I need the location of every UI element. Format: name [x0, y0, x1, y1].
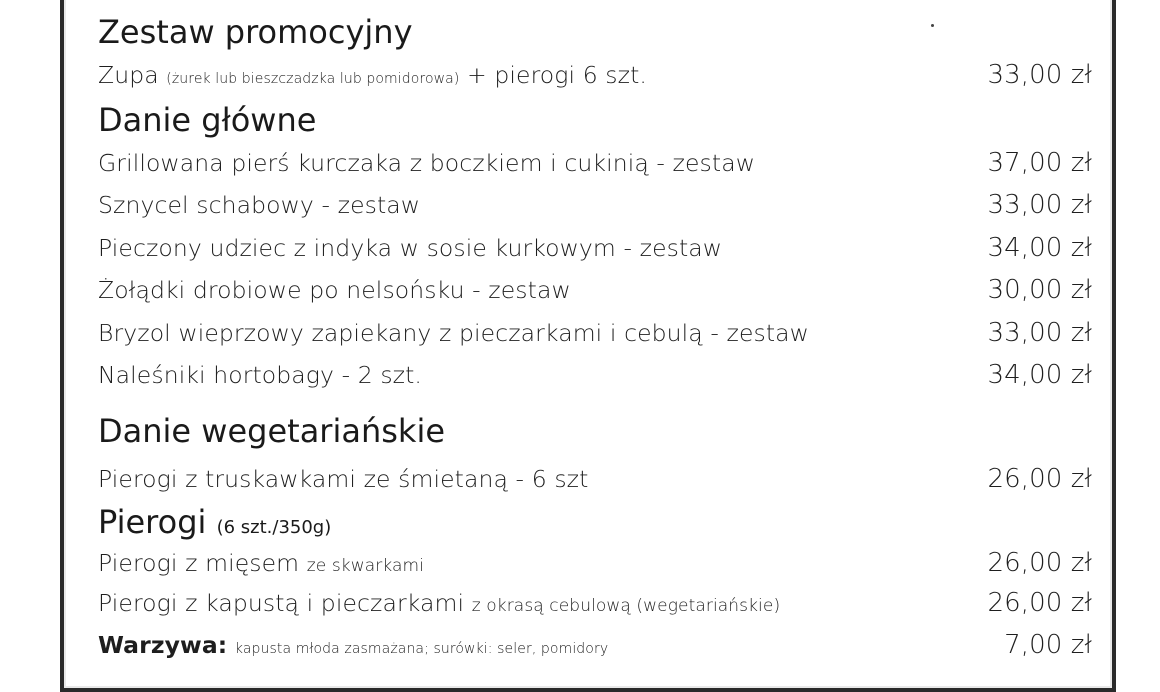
section-title-note: (6 szt./350g) [216, 517, 332, 538]
section-title-text: Pierogi [98, 503, 207, 541]
extras-note: kapusta młoda zasmażana; surówki: seler, pomidory [234, 641, 609, 657]
section-title-promo [98, 13, 1092, 51]
item-name: Pierogi z kapustą i pieczarkami [98, 589, 465, 617]
item-name: Pieczony udziec z indyka w sosie kurkowym - zestaw [98, 234, 723, 262]
menu-item-main-5 [98, 318, 1092, 348]
item-price: 34,00 zł [987, 233, 1092, 263]
item-note: ze skwarkami [306, 556, 424, 576]
item-price: 26,00 zł [987, 548, 1092, 578]
item-note: z okrasą cebulową (wegetariańskie) [471, 596, 781, 616]
menu-item-promo [98, 60, 1092, 94]
item-name: Bryzol wieprzowy zapiekany z pieczarkami i cebulą - zestaw [98, 319, 809, 347]
menu-item-extras [98, 630, 1092, 664]
item-name: Żołądki drobiowe po nelsońsku - zestaw [98, 276, 571, 304]
section-title-text: Danie wegetariańskie [98, 412, 446, 450]
item-name: Pierogi z mięsem [98, 549, 300, 577]
item-name: Sznycel schabowy - zestaw [98, 191, 421, 219]
item-note: (żurek lub bieszczadzka lub pomidorowa) [166, 71, 460, 87]
extras-label: Warzywa: [98, 631, 228, 659]
menu-item-main-3 [98, 233, 1092, 263]
item-price: 33,00 zł [987, 190, 1092, 220]
item-price: 34,00 zł [987, 360, 1092, 390]
menu-item-main-2 [98, 190, 1092, 220]
item-price: 33,00 zł [987, 60, 1092, 90]
section-title-vegetarian [98, 412, 1092, 450]
menu-item-main-6 [98, 360, 1092, 390]
item-name: Grillowana pierś kurczaka z boczkiem i cukinią - zestaw [98, 149, 756, 177]
section-title-pierogi [98, 503, 1092, 547]
item-price: 7,00 zł [1004, 630, 1092, 660]
item-price: 26,00 zł [987, 464, 1092, 494]
item-price: 33,00 zł [987, 318, 1092, 348]
menu-item-pierogi-2 [98, 588, 1092, 621]
menu-item-main-1 [98, 148, 1092, 178]
item-price: 37,00 zł [987, 148, 1092, 178]
menu-item-vegetarian-1 [98, 464, 1092, 494]
item-price: 26,00 zł [987, 588, 1092, 618]
item-name: Naleśniki hortobagy - 2 szt. [98, 361, 422, 389]
item-name: Zupa [98, 61, 159, 89]
section-title-text: Danie główne [98, 101, 317, 139]
section-title-text: Zestaw promocyjny [98, 13, 413, 51]
section-title-main [98, 101, 1092, 139]
item-price: 30,00 zł [987, 275, 1092, 305]
menu-item-pierogi-1 [98, 548, 1092, 581]
item-name: Pierogi z truskawkami ze śmietaną - 6 szt [98, 465, 589, 493]
menu-item-main-4 [98, 275, 1092, 305]
item-suffix: + pierogi 6 szt. [467, 61, 647, 89]
